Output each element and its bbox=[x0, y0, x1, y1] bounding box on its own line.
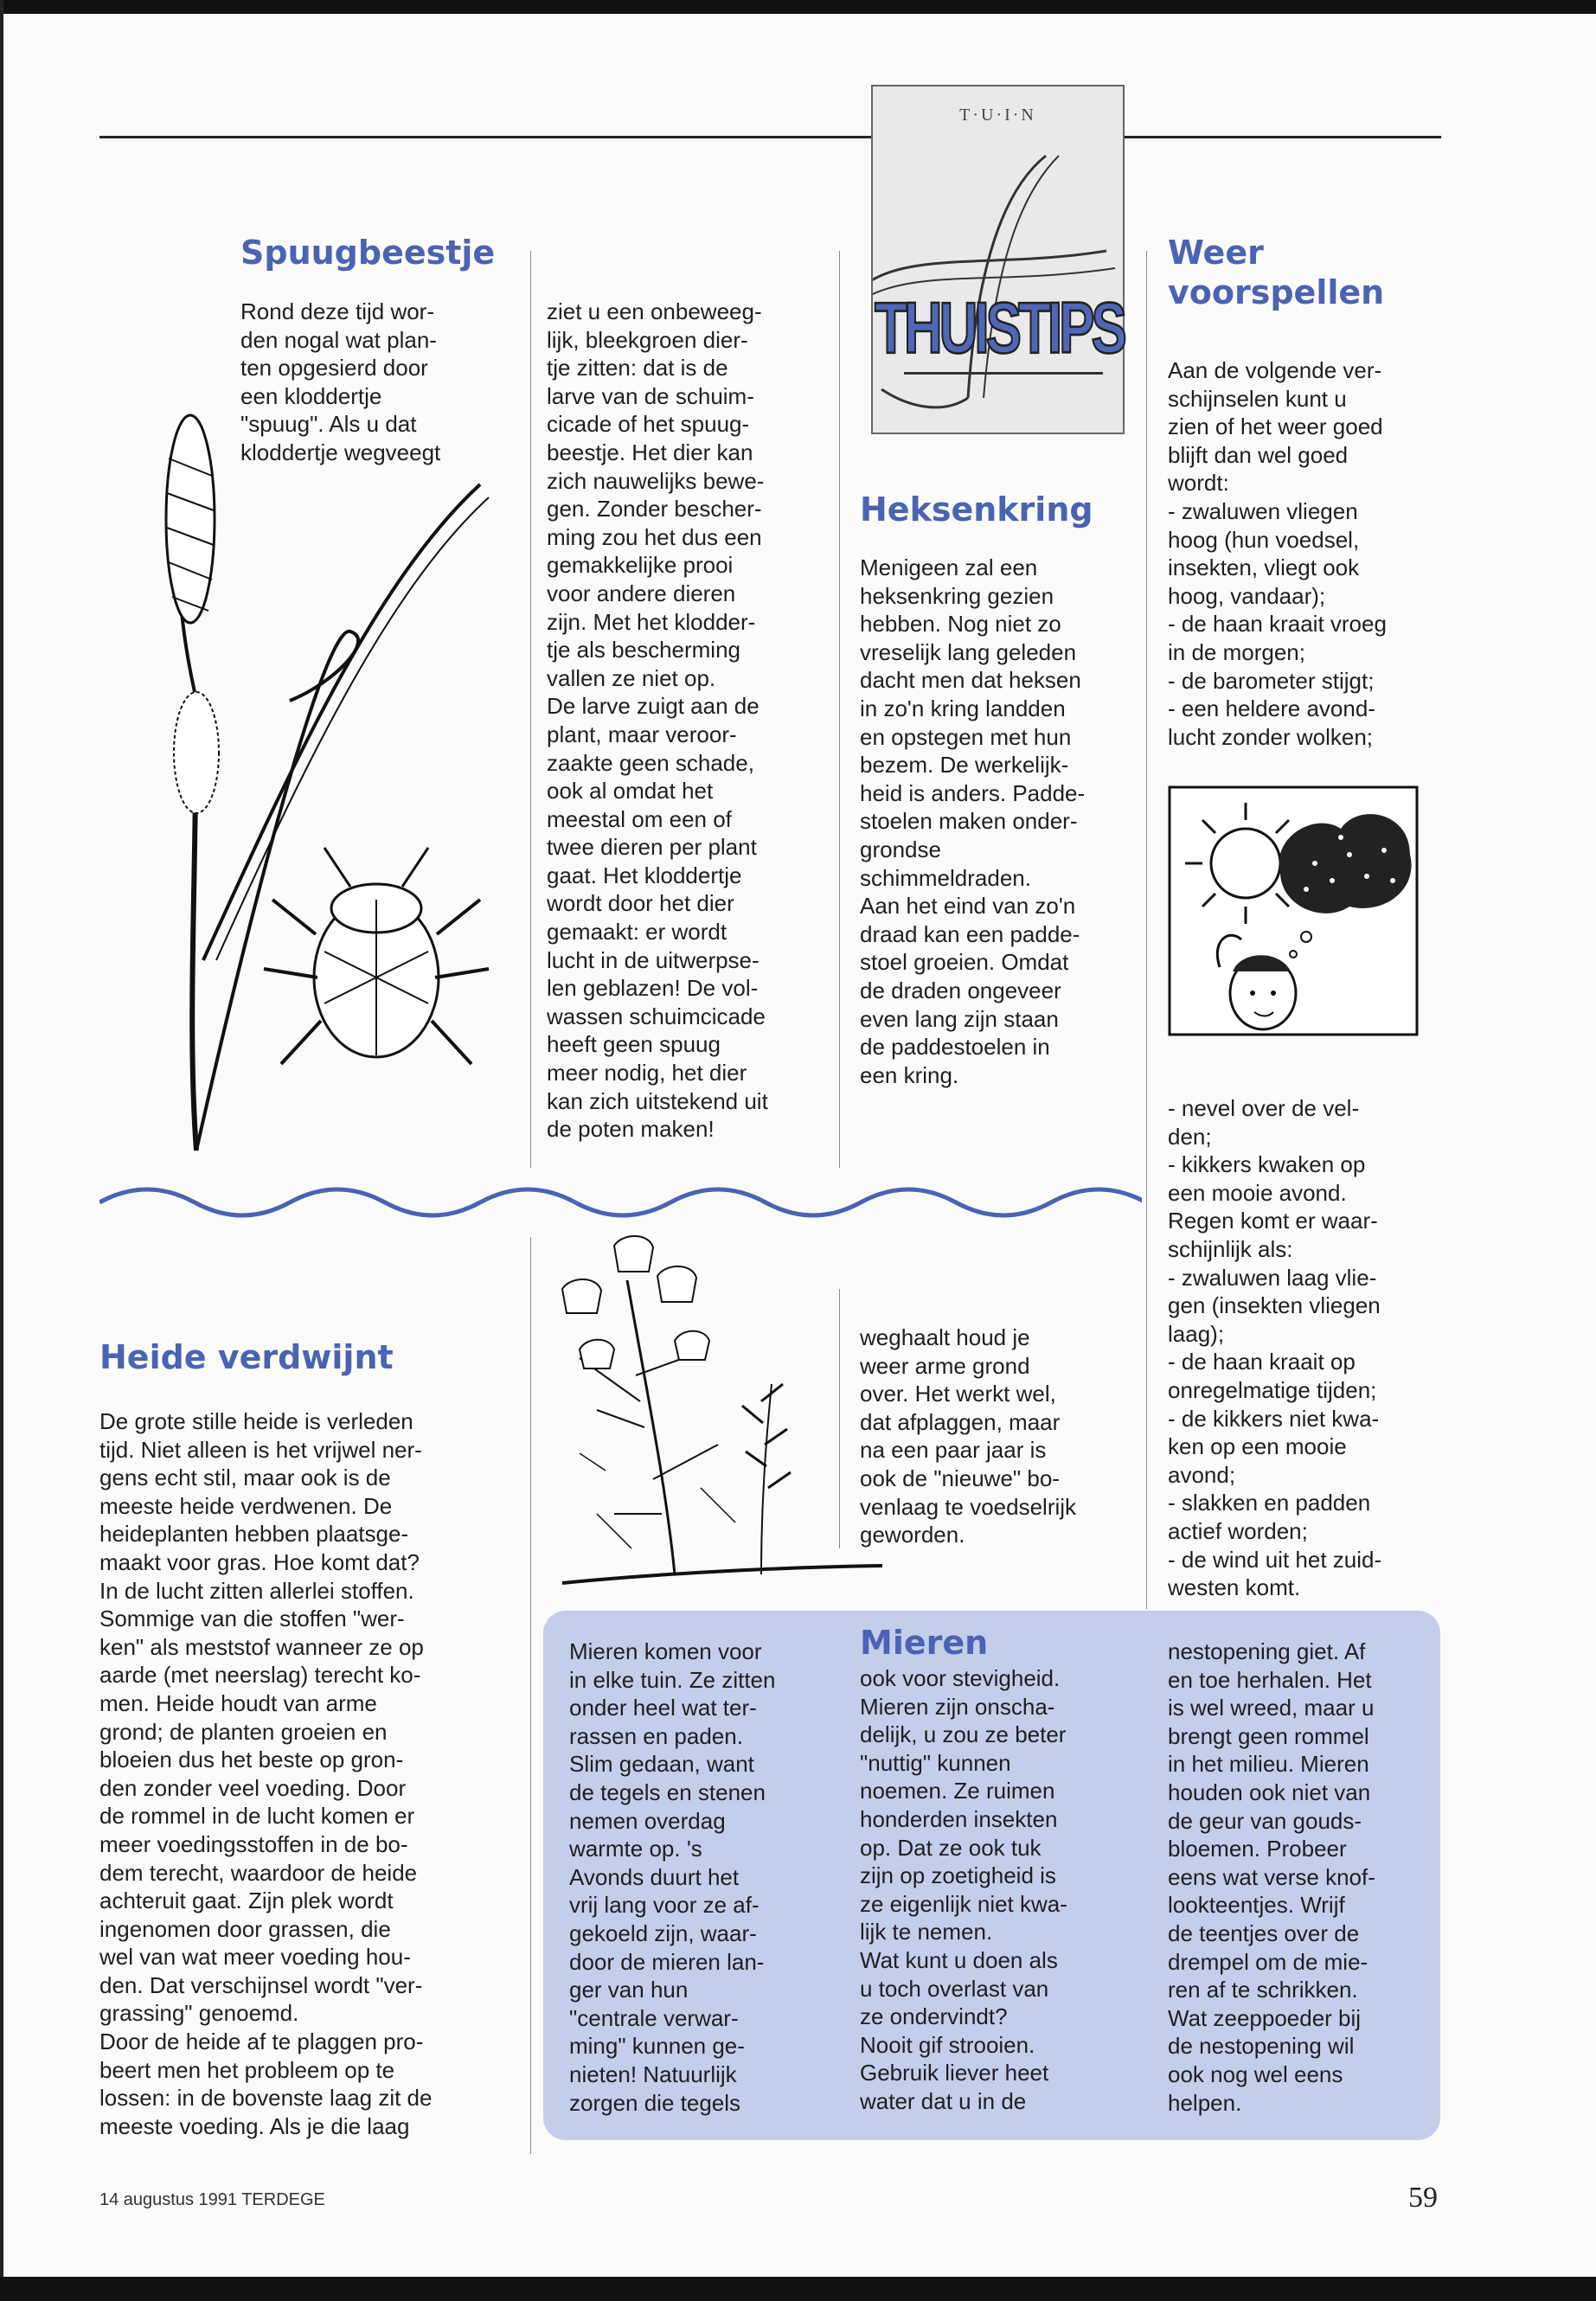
spittlebug-illustration bbox=[117, 407, 523, 1159]
column-rule bbox=[839, 251, 840, 1168]
column-rule bbox=[1146, 251, 1147, 1609]
page-number: 59 bbox=[1408, 2182, 1438, 2214]
bottom-border bbox=[0, 2277, 1596, 2301]
spuugbeestje-col1: Rond deze tijd wor- den nogal wat plan- ten opgesierd door een kloddertje "spuug". Als u dat kloddertje wegveegt bbox=[240, 298, 441, 465]
logo-underline bbox=[904, 372, 1103, 375]
heide-title: Heide verdwijnt bbox=[99, 1338, 394, 1376]
logo-kicker: T·U·I·N bbox=[959, 106, 1036, 125]
left-border bbox=[0, 0, 3, 2301]
weer-title-line2: voorspellen bbox=[1168, 273, 1385, 311]
heide-col1: De grote stille heide is verleden tijd. Niet alleen is het vrijwel ner- gens echt stil, maar ook is de meeste heide verdwenen. De heideplanten hebben plaatsge- maakt voor gras. Hoe komt dat? In de lucht zitten allerlei stoffen. Sommige van die stoffen "wer- ken" als meststof wanneer ze op aarde (met neerslag) terecht ko- men. Heide houdt van arme grond; de planten groeien en bloeien dus het beste op gron- den zonder veel voeding. Door de rommel in de lucht komen er meer voedingsstoffen in de bo- dem terecht, waardoor de heide achteruit gaat. Zijn plek wordt ingenomen door grassen, die wel van wat meer voeding hou- den. Dat verschijnsel wordt "ver- grassing" genoemd. Door de heide af te plaggen pro- beert men het probleem op te lossen: in de bovenste laag zit de meeste voeding. Als je die laag bbox=[99, 1408, 433, 2139]
weather-illustration bbox=[1168, 785, 1419, 1036]
spuugbeestje-title: Spuugbeestje bbox=[240, 234, 496, 272]
header-rule-left bbox=[99, 136, 871, 138]
weer-title-line1: Weer bbox=[1168, 234, 1264, 272]
column-rule bbox=[530, 1237, 531, 2154]
weer-body1: Aan de volgende ver- schijnselen kunt u zien of het weer goed blijft dan wel goed wordt: - zwaluwen vliegen hoog (hun voedsel, insekten, vliegt ook hoog, vandaar); - de haan kraait vroeg in de morgen; - de barometer stijgt; - een heldere avond- lucht zonder wolken; bbox=[1168, 357, 1387, 750]
wave-divider bbox=[99, 1176, 1142, 1228]
column-rule bbox=[530, 251, 531, 1168]
heather-illustration bbox=[545, 1228, 891, 1592]
logo-wordmark: THUISTIPS bbox=[875, 288, 1124, 369]
heksenkring-title: Heksenkring bbox=[860, 490, 1093, 529]
heksenkring-body: Menigeen zal een heksenkring gezien hebben. Nog niet zo vreselijk lang geleden dacht men dat heksen in zo'n kring landden en opstegen met hun bezem. De werkelijk- heid is anders. Padde- stoelen maken onder- grondse schimmeldraden. Aan het eind van zo'n draad kan een padde- stoel groeien. Omdat de draden ongeveer even lang zijn staan de paddestoelen in een kring. bbox=[860, 554, 1086, 1088]
mieren-col1: Mieren komen voor in elke tuin. Ze zitten onder heel wat ter- rassen en paden. Slim gedaan, want de tegels en stenen nemen overdag warmte op. 's Avonds duurt het vrij lang voor ze af- gekoeld zijn, waar- door de mieren lan- ger van hun "centrale verwar- ming" kunnen ge- nieten! Natuurlijk zorgen die tegels bbox=[569, 1638, 776, 2116]
top-border bbox=[0, 0, 1596, 14]
mieren-col2: ook voor stevigheid. Mieren zijn onscha- delijk, u zou ze beter "nuttig" kunnen noemen. Ze ruimen honderden insekten op. Dat ze ook tuk zijn op zoetigheid is ze eigenlijk niet kwa- lijk te nemen. Wat kunt u doen als u toch overlast van ze ondervindt? Nooit gif strooien. Gebruik liever heet water dat u in de bbox=[860, 1665, 1067, 2114]
logo-swash-icon bbox=[873, 138, 1123, 433]
heide-col2: weghaalt houd je weer arme grond over. Het werkt wel, dat afplaggen, maar na een paar jaar is ook de "nieuwe" bo- venlaag te voedselrijk geworden. bbox=[860, 1324, 1077, 1548]
thuistips-logo bbox=[871, 85, 1125, 434]
weer-body2: - nevel over de vel- den; - kikkers kwaken op een mooie avond. Regen komt er waar- schijnlijk als: - zwaluwen laag vlie- gen (insekten vliegen laag); - de haan kraait op onregelmatige tijden; - de kikkers niet kwa- ken op een mooie avond; - slakken en padden actief worden; - de wind uit het zuid- westen komt. bbox=[1168, 1095, 1382, 1601]
header-rule-right bbox=[1121, 136, 1441, 138]
mieren-col3: nestopening giet. Af en toe herhalen. Het is wel wreed, maar u brengt geen rommel in het milieu. Mieren houden ook niet van de geur van gouds- bloemen. Probeer eens wat verse knof- lookteentjes. Wrijf de teentjes over de drempel om de mie- ren af te schrikken. Wat zeeppoeder bij de nestopening wil ook nog wel eens helpen. bbox=[1168, 1638, 1375, 2116]
footer-issue: 14 augustus 1991 TERDEGE bbox=[99, 2190, 325, 2209]
spuugbeestje-col2: ziet u een onbeweeg- lijk, bleekgroen dier- tje zitten: dat is de larve van de schuim- cicade of het spuug- beestje. Het dier kan zich nauwelijks bewe- gen. Zonder bescher- ming zou het dus een gemakkelijke prooi voor andere dieren zijn. Met het klodder- tje als bescherming vallen ze niet op. De larve zuigt aan de plant, maar veroor- zaakte geen schade, ook al omdat het meestal om een of twee dieren per plant gaat. Het kloddertje wordt door het dier gemaakt: er wordt lucht in de uitwerpse- len geblazen! De vol- wassen schuimcicade heeft geen spuug meer nodig, het dier kan zich uitstekend uit de poten maken! bbox=[547, 298, 768, 1143]
mieren-title: Mieren bbox=[860, 1624, 989, 1662]
